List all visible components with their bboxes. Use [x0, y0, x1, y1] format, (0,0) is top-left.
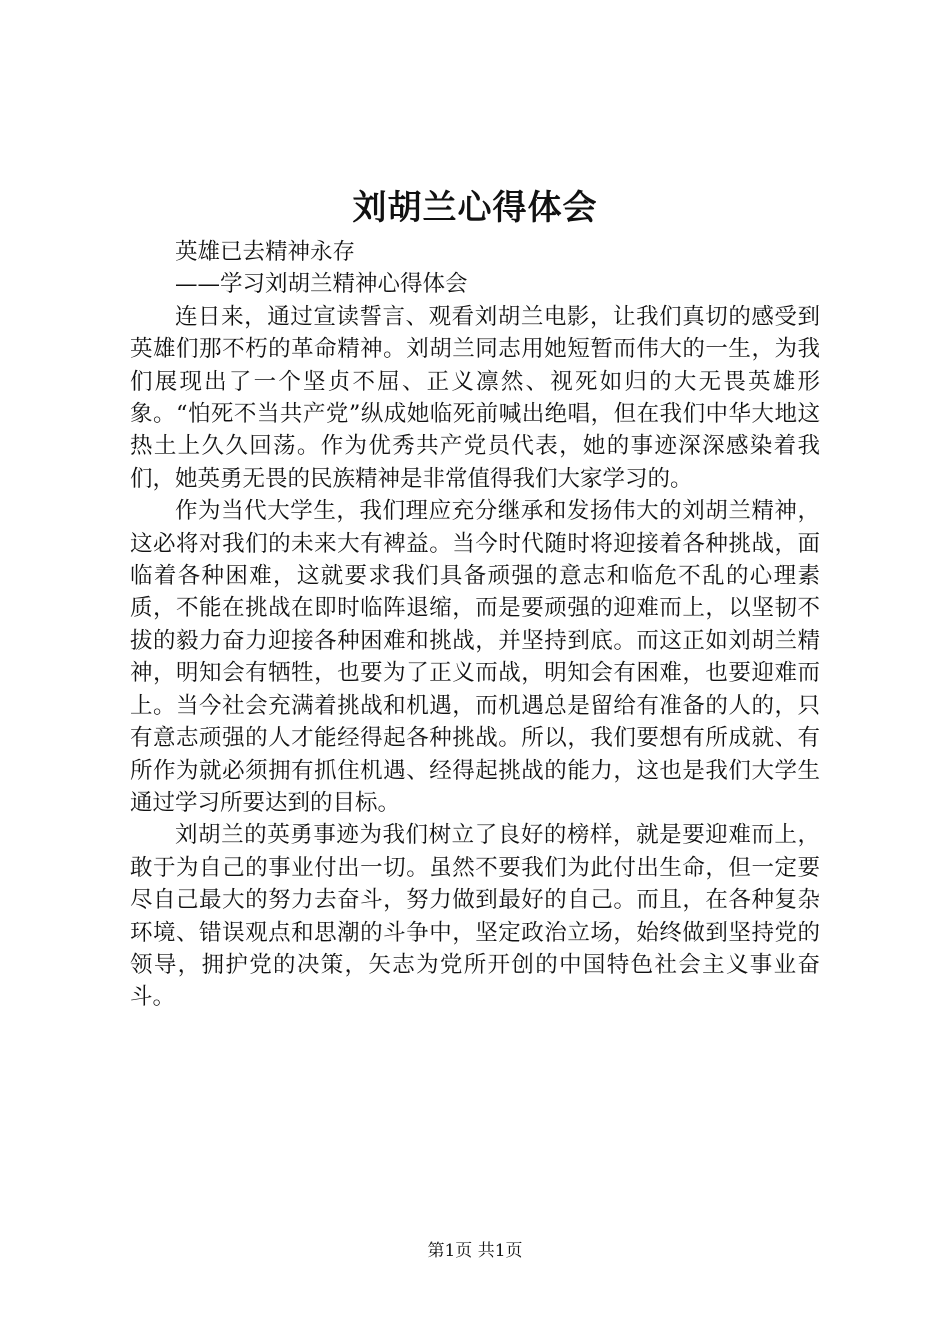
body-paragraph-2: 作为当代大学生，我们理应充分继承和发扬伟大的刘胡兰精神，这必将对我们的未来大有裨益。当今时代随时将迎接着各种挑战，面临着各种困难，这就要求我们具备顽强的意志和临危不乱的心理素质，不能在挑战在即时临阵退缩，而是要顽强的迎难而上，以坚韧不拔的毅力奋力迎接各种困难和挑战，并坚持到底。而这正如刘胡兰精神，明知会有牺牲，也要为了正义而战，明知会有困难，也要迎难而上。当今社会充满着挑战和机遇，而机遇总是留给有准备的人的，只有意志顽强的人才能经得起各种挑战。所以，我们要想有所成就、有所作为就必须拥有抓住机遇、经得起挑战的能力，这也是我们大学生通过学习所要达到的目标。 [130, 498, 820, 816]
subtitle-line: 英雄已去精神永存 [175, 239, 356, 265]
document-title: 刘胡兰心得体会 [352, 188, 598, 228]
body-paragraph-1: 连日来，通过宣读誓言、观看刘胡兰电影，让我们真切的感受到英雄们那不朽的革命精神。刘胡兰同志用她短暂而伟大的一生，为我们展现出了一个坚贞不屈、正义凛然、视死如归的大无畏英雄形象。“怕死不当共产党”纵成她临死前喊出绝唱，但在我们中华大地这热土上久久回荡。作为优秀共产党员代表，她的事迹深深感染着我们，她英勇无畏的民族精神是非常值得我们大家学习的。 [130, 303, 820, 492]
page-footer: 第1页 共1页 [427, 1241, 523, 1261]
body-paragraph-3: 刘胡兰的英勇事迹为我们树立了良好的榜样，就是要迎难而上，敢于为自己的事业付出一切。虽然不要我们为此付出生命，但一定要尽自己最大的努力去奋斗，努力做到最好的自己。而且，在各种复杂环境、错误观点和思潮的斗争中，坚定政治立场，始终做到坚持党的领导，拥护党的决策，矢志为党所开创的中国特色社会主义事业奋斗。 [130, 822, 820, 1011]
subtitle-subline: ——学习刘胡兰精神心得体会 [175, 271, 468, 298]
document-body [130, 236, 820, 1014]
